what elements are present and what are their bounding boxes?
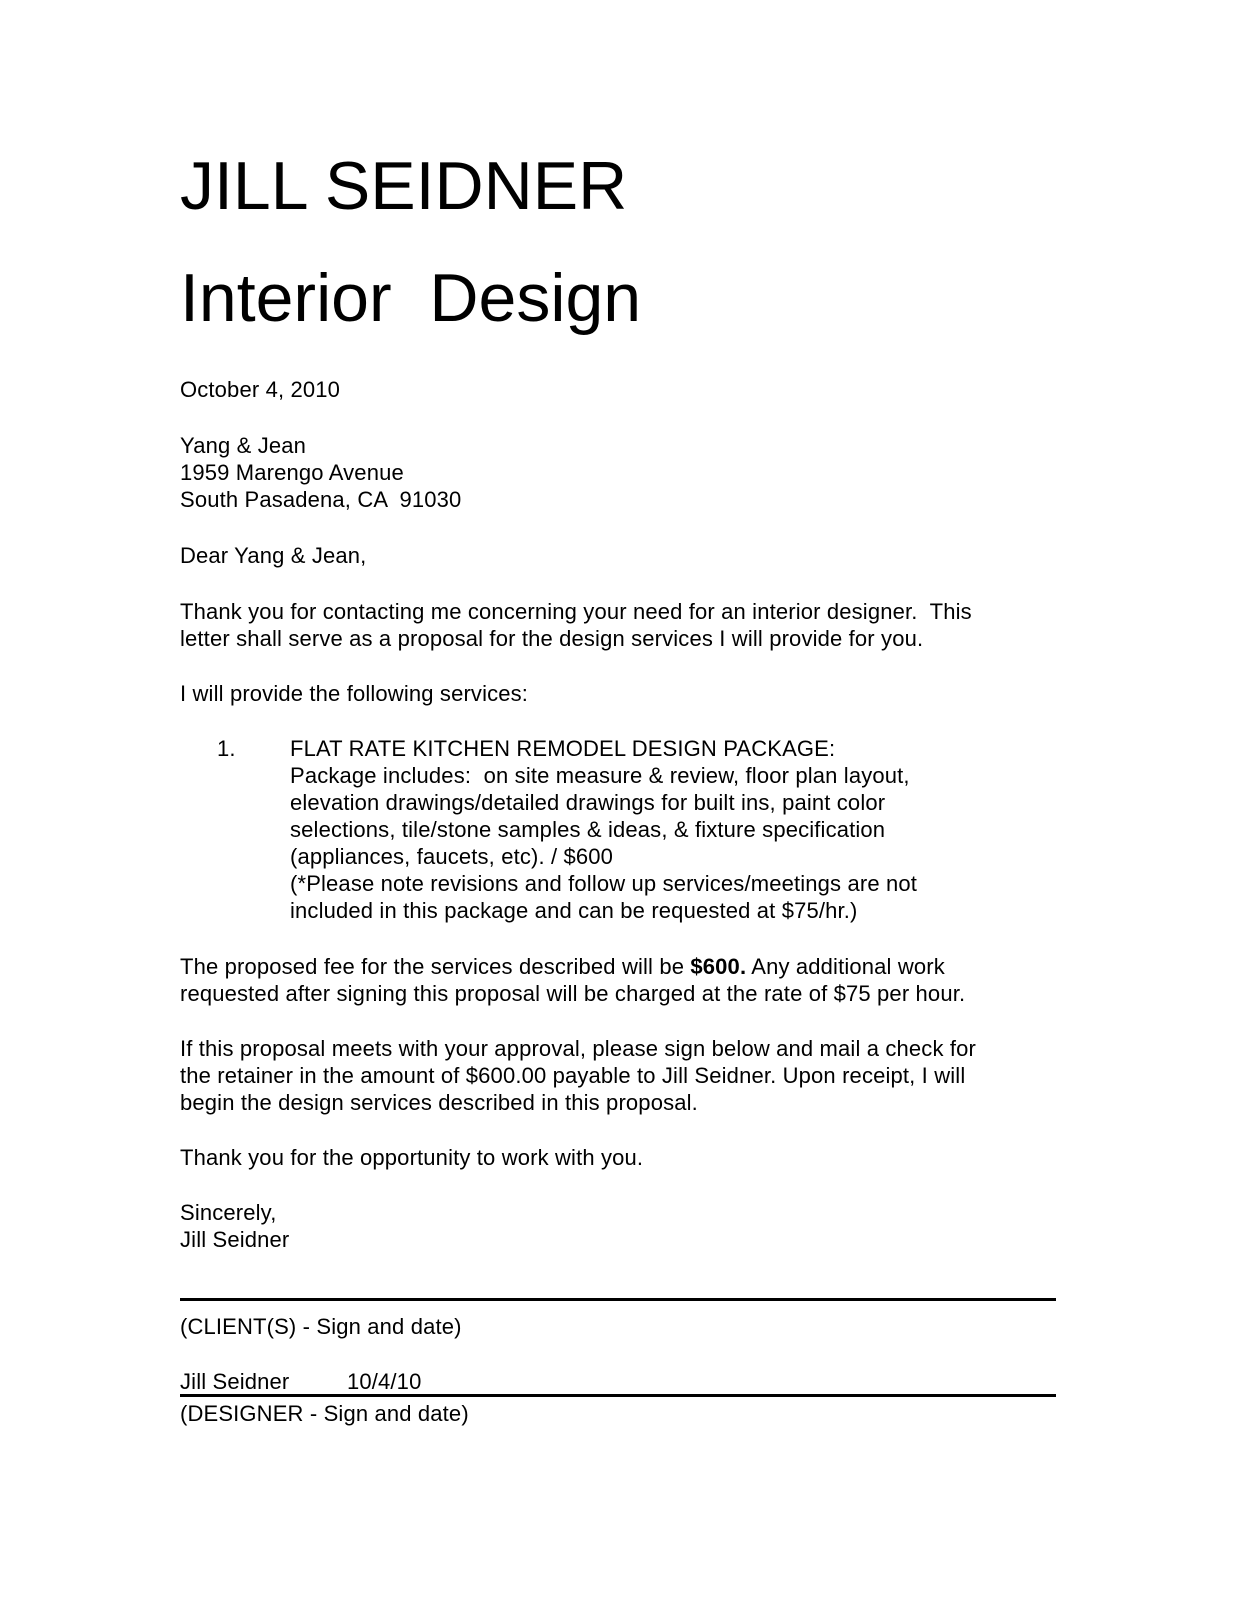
service-item-title: FLAT RATE KITCHEN REMODEL DESIGN PACKAGE: — [290, 736, 836, 761]
service-item-line: included in this package and can be requested at $75/hr.) — [290, 898, 858, 923]
fee-suffix: Any additional work — [746, 954, 945, 979]
client-signature-label: (CLIENT(S) - Sign and date) — [180, 1314, 462, 1339]
letterhead-name: JILL SEIDNER — [180, 148, 628, 224]
intro-line-2: letter shall serve as a proposal for the design services I will provide for you. — [180, 626, 924, 651]
fee-line-2: requested after signing this proposal will be charged at the rate of $75 per hour. — [180, 981, 966, 1006]
service-item-number: 1. — [217, 736, 236, 761]
closing-signer: Jill Seidner — [180, 1227, 290, 1252]
approval-line-2: the retainer in the amount of $600.00 payable to Jill Seidner. Upon receipt, I will — [180, 1063, 966, 1088]
recipient-city: South Pasadena, CA 91030 — [180, 487, 462, 512]
fee-line-1 — [180, 953, 945, 981]
fee-amount: $600. — [690, 954, 747, 979]
service-item-line: (appliances, faucets, etc). / $600 — [290, 844, 614, 869]
service-item-line: elevation drawings/detailed drawings for built ins, paint color — [290, 790, 886, 815]
designer-signature-name: Jill Seidner — [180, 1369, 290, 1394]
service-item-line: selections, tile/stone samples & ideas, & fixture specification — [290, 817, 886, 842]
service-item-line: (*Please note revisions and follow up services/meetings are not — [290, 871, 917, 896]
valediction: Sincerely, — [180, 1200, 277, 1225]
designer-signature-date: 10/4/10 — [347, 1369, 422, 1394]
letter-date: October 4, 2010 — [180, 377, 341, 402]
recipient-street: 1959 Marengo Avenue — [180, 460, 404, 485]
approval-line-3: begin the design services described in this proposal. — [180, 1090, 698, 1115]
designer-signature-line — [180, 1394, 1056, 1397]
designer-signature-label: (DESIGNER - Sign and date) — [180, 1401, 469, 1426]
client-signature-line — [180, 1298, 1056, 1301]
recipient-name: Yang & Jean — [180, 433, 307, 458]
service-item-line: Package includes: on site measure & review, floor plan layout, — [290, 763, 910, 788]
approval-line-1: If this proposal meets with your approval, please sign below and mail a check for — [180, 1036, 976, 1061]
letterhead-business: Interior Design — [180, 260, 642, 336]
services-intro: I will provide the following services: — [180, 681, 529, 706]
fee-prefix: The proposed fee for the services described will be — [180, 954, 691, 979]
intro-line-1: Thank you for contacting me concerning your need for an interior designer. This — [180, 599, 972, 624]
thanks-line: Thank you for the opportunity to work with you. — [180, 1145, 644, 1170]
salutation: Dear Yang & Jean, — [180, 543, 367, 568]
